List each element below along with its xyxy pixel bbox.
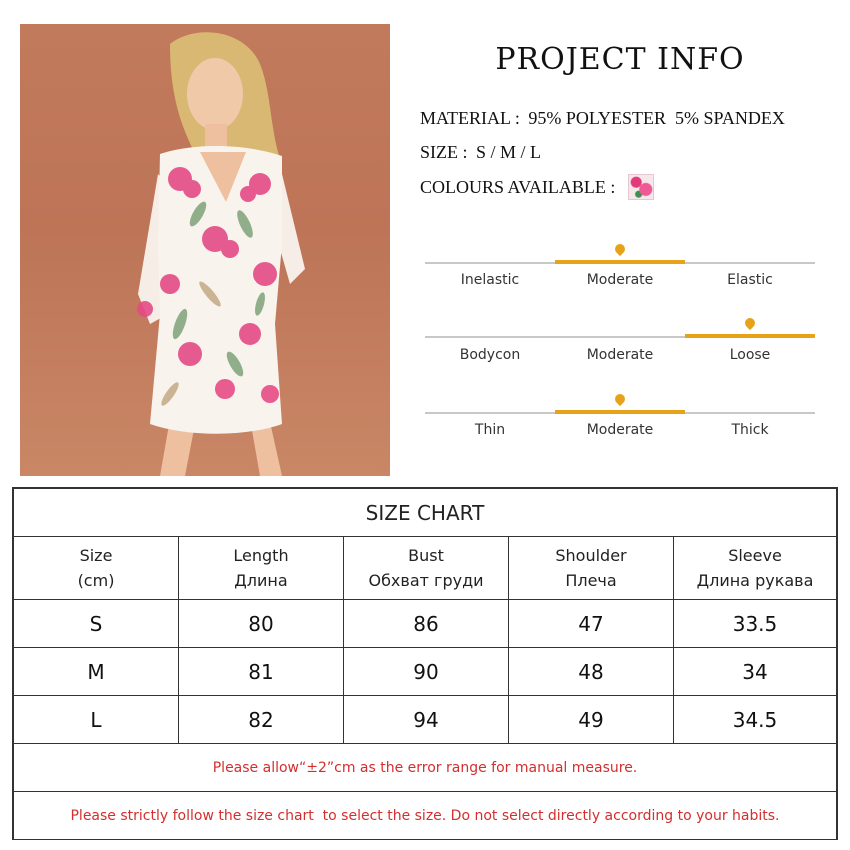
header-cell [344, 537, 509, 600]
size-chart [12, 487, 838, 840]
header-en: Sleeve [728, 546, 782, 565]
table-cell: 34 [674, 648, 837, 696]
scale-marker-icon [743, 316, 757, 330]
table-cell: M [14, 648, 179, 696]
header-ru: Плеча [565, 571, 617, 590]
error-range-note: Please allow“±2”cm as the error range for manual measure. [14, 744, 837, 792]
table-row [14, 600, 837, 648]
size-chart-table [13, 488, 837, 840]
table-cell: 49 [509, 696, 674, 744]
elasticity-scale [425, 240, 815, 290]
header-en: Shoulder [555, 546, 627, 565]
size-label: SIZE : [420, 142, 468, 162]
scale-label: Moderate [586, 272, 654, 288]
table-row [14, 648, 837, 696]
colour-swatch[interactable] [628, 174, 654, 200]
scale-highlight [555, 260, 685, 264]
scale-highlight [555, 410, 685, 414]
header-cell [179, 537, 344, 600]
scale-highlight [685, 334, 815, 338]
scale-label: Inelastic [460, 272, 520, 288]
scale-label: Thin [474, 422, 506, 438]
header-cell [674, 537, 837, 600]
scale-marker-icon [613, 242, 627, 256]
table-cell: 81 [179, 648, 344, 696]
scale-label: Thick [731, 422, 769, 438]
error-range-note-row [14, 744, 837, 792]
header-ru: Длина рукава [696, 571, 814, 590]
table-cell: 48 [509, 648, 674, 696]
header-ru: (cm) [77, 571, 115, 590]
header-cell [509, 537, 674, 600]
header-ru: Длина [234, 571, 288, 590]
scale-label: Elastic [727, 272, 773, 288]
material-label: MATERIAL : [420, 108, 520, 128]
project-info-title: PROJECT INFO [495, 42, 745, 77]
thickness-scale [425, 390, 815, 440]
table-cell: 80 [179, 600, 344, 648]
scale-label: Moderate [586, 422, 654, 438]
table-cell: 33.5 [674, 600, 837, 648]
table-cell: 47 [509, 600, 674, 648]
header-en: Size [79, 546, 113, 565]
fit-scale [425, 314, 815, 364]
scale-label: Loose [729, 347, 771, 363]
model-illustration [20, 24, 390, 476]
colours-label: COLOURS AVAILABLE : [420, 177, 616, 198]
table-cell: 86 [344, 600, 509, 648]
header-en: Bust [408, 546, 444, 565]
table-cell: L [14, 696, 179, 744]
material-line [420, 108, 785, 129]
table-row [14, 696, 837, 744]
table-cell: 82 [179, 696, 344, 744]
header-cell [14, 537, 179, 600]
scale-label: Bodycon [459, 347, 521, 363]
size-chart-header-row [14, 537, 837, 600]
size-chart-title: SIZE CHART [14, 489, 837, 537]
product-photo [20, 24, 390, 476]
colours-line [420, 176, 654, 202]
table-cell: 34.5 [674, 696, 837, 744]
table-cell: S [14, 600, 179, 648]
scale-marker-icon [613, 392, 627, 406]
header-en: Length [233, 546, 289, 565]
scale-label: Moderate [586, 347, 654, 363]
size-line [420, 142, 541, 163]
table-cell: 94 [344, 696, 509, 744]
table-cell: 90 [344, 648, 509, 696]
material-value: 95% POLYESTER 5% SPANDEX [528, 108, 785, 128]
size-value: S / M / L [476, 142, 542, 162]
size-advice-note-row [14, 792, 837, 840]
size-advice-note: Please strictly follow the size chart to select the size. Do not select directly according to your habits. [14, 792, 837, 840]
header-ru: Обхват груди [368, 571, 484, 590]
